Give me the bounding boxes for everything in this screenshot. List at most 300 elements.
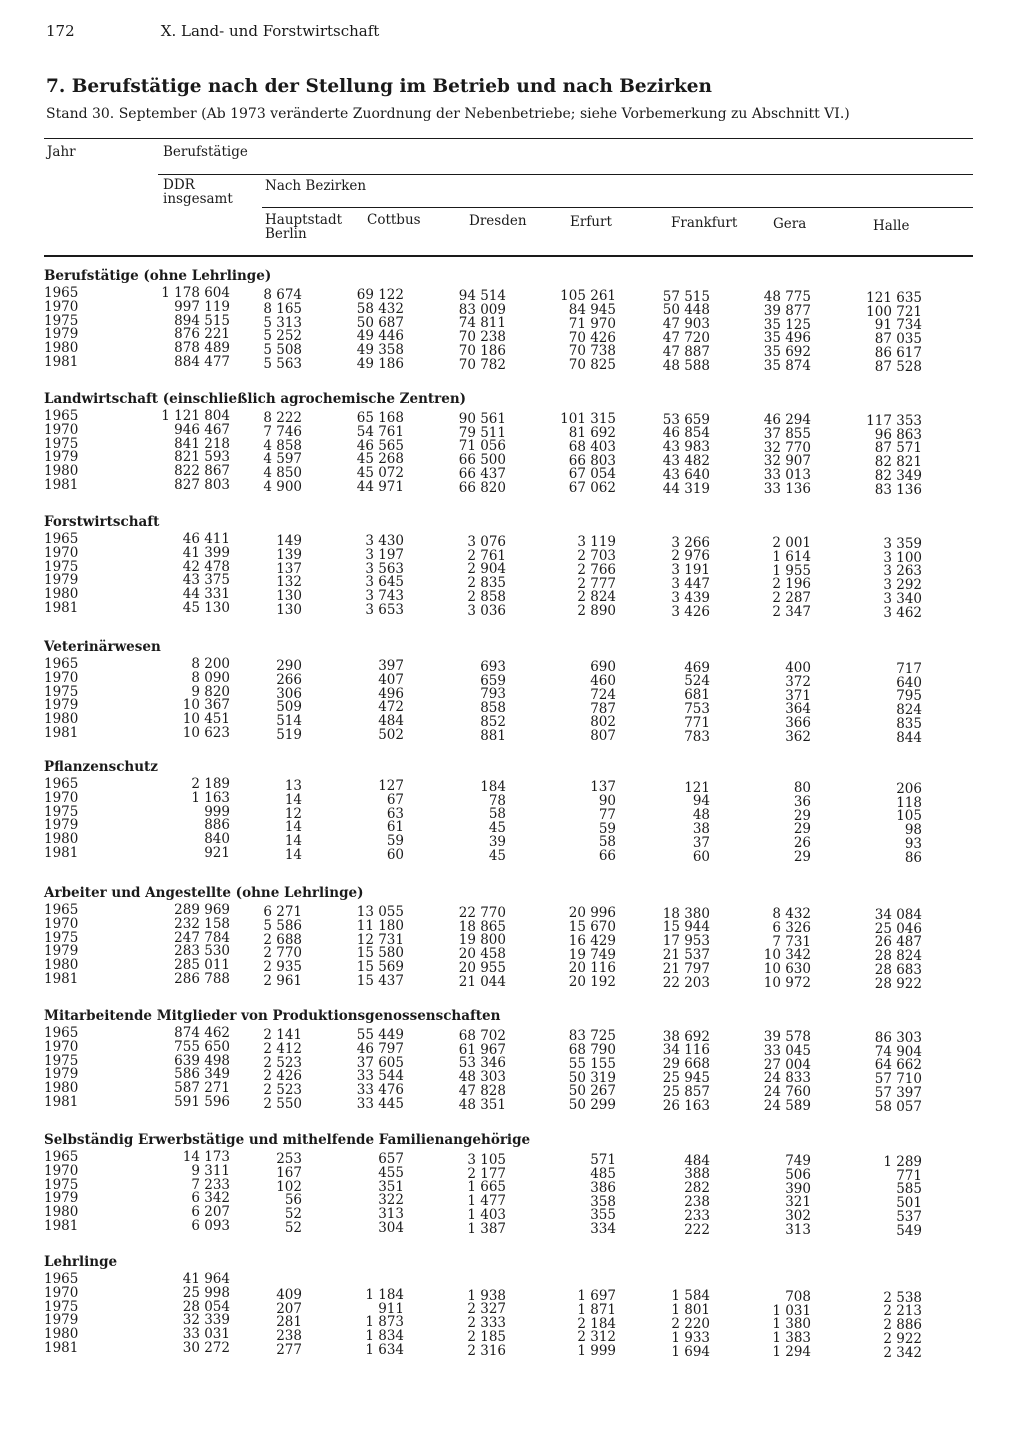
value-cell: 1 697	[577, 1287, 616, 1304]
value-cell: 33 544	[356, 1068, 404, 1085]
value-cell: 68 790	[568, 1041, 616, 1058]
value-cell: 22 203	[662, 974, 710, 991]
value-cell: 55 155	[568, 1055, 616, 1072]
value-cell: 2 858	[467, 588, 506, 605]
table-row	[0, 711, 1024, 732]
value-cell: 24 760	[763, 1084, 811, 1101]
value-cell: 70 738	[568, 343, 616, 360]
value-cell: 25 998	[182, 1284, 230, 1301]
value-cell: 9 820	[191, 683, 230, 700]
value-cell: 1 694	[671, 1343, 710, 1360]
value-cell: 2 935	[263, 959, 302, 976]
value-cell: 409	[276, 1286, 302, 1303]
value-cell: 514	[276, 713, 302, 730]
value-cell: 3 426	[671, 603, 710, 620]
year-cell: 1975	[44, 803, 79, 820]
value-cell: 167	[276, 1164, 302, 1181]
value-cell: 5 586	[263, 917, 302, 934]
year-cell: 1981	[44, 1094, 79, 1110]
header-berufstaetige: Berufstätige	[163, 144, 248, 160]
value-cell: 2 886	[883, 1317, 922, 1334]
value-cell: 1 383	[772, 1330, 811, 1347]
value-cell: 127	[378, 778, 404, 794]
table-row	[0, 789, 1024, 811]
value-cell: 121 635	[866, 289, 922, 306]
value-cell: 787	[590, 700, 616, 717]
value-cell: 60	[386, 847, 404, 863]
value-cell: 587 271	[174, 1080, 230, 1097]
value-cell: 25 046	[874, 920, 922, 937]
section-label: Arbeiter und Angestellte (ohne Lehrlinge)	[44, 885, 364, 901]
value-cell: 14 173	[182, 1149, 230, 1165]
value-cell: 67 062	[568, 480, 616, 497]
value-cell: 2 824	[577, 589, 616, 606]
year-cell: 1965	[44, 776, 79, 792]
table-row	[0, 957, 1024, 978]
value-cell: 118	[896, 794, 922, 811]
value-cell: 2 523	[263, 1082, 302, 1099]
value-cell: 3 439	[671, 589, 710, 606]
value-cell: 2 347	[772, 604, 811, 620]
value-cell: 10 367	[182, 697, 230, 714]
value-cell: 47 828	[458, 1082, 506, 1099]
value-cell: 1 665	[467, 1179, 506, 1196]
year-cell: 1965	[44, 1149, 79, 1165]
value-cell: 66 500	[458, 452, 506, 469]
year-cell: 1979	[44, 1190, 79, 1207]
value-cell: 3 447	[671, 575, 710, 592]
value-cell: 5 252	[263, 328, 302, 345]
table-row	[0, 586, 1024, 607]
value-cell: 61	[386, 819, 404, 836]
year-cell: 1975	[44, 1052, 79, 1069]
value-cell: 16 429	[568, 932, 616, 949]
value-cell: 15 670	[568, 918, 616, 935]
year-cell: 1979	[44, 326, 79, 343]
value-cell: 386	[590, 1179, 616, 1196]
value-cell: 724	[590, 686, 616, 703]
value-cell: 105 261	[560, 288, 616, 305]
year-cell: 1970	[44, 789, 79, 806]
value-cell: 48 303	[458, 1069, 506, 1086]
value-cell: 2 185	[467, 1328, 506, 1345]
value-cell: 1 031	[772, 1302, 811, 1319]
header-ddr: DDR	[163, 177, 195, 193]
value-cell: 302	[785, 1208, 811, 1225]
table-row	[0, 1312, 1024, 1334]
value-cell: 783	[684, 728, 710, 745]
value-cell: 26 487	[874, 934, 922, 951]
value-cell: 1 380	[772, 1316, 811, 1333]
value-cell: 19 800	[458, 932, 506, 949]
year-cell: 1975	[44, 558, 79, 575]
value-cell: 3 359	[883, 535, 922, 552]
table-subtitle: Stand 30. September (Ab 1973 veränderte Zuordnung der Nebenbetriebe; siehe Vorbemerkung zu Abschnitt VI.)	[46, 106, 850, 122]
value-cell: 2 835	[467, 575, 506, 592]
value-cell: 6 207	[191, 1204, 230, 1221]
year-cell: 1979	[44, 817, 79, 834]
value-cell: 59	[598, 820, 616, 837]
table-row	[0, 1038, 1024, 1060]
value-cell: 58 432	[356, 300, 404, 317]
value-cell: 26	[793, 835, 811, 852]
value-cell: 2 538	[883, 1289, 922, 1306]
table-row	[0, 408, 1024, 429]
year-cell: 1981	[44, 725, 79, 741]
table-row	[0, 817, 1024, 839]
value-cell: 39 578	[763, 1029, 811, 1045]
value-cell: 94 514	[458, 287, 506, 304]
value-cell: 2 213	[883, 1303, 922, 1320]
value-cell: 13	[284, 778, 302, 794]
table-row	[0, 803, 1024, 825]
value-cell: 83 009	[458, 301, 506, 318]
value-cell: 10 630	[763, 961, 811, 978]
value-cell: 1 873	[365, 1314, 404, 1331]
value-cell: 501	[896, 1195, 922, 1212]
value-cell: 2 196	[772, 576, 811, 593]
value-cell: 2 189	[191, 776, 230, 792]
value-cell: 306	[276, 685, 302, 702]
value-cell: 12	[284, 805, 302, 822]
table-row	[0, 656, 1024, 677]
value-cell: 1 121 804	[161, 408, 230, 424]
chapter-title: X. Land- und Forstwirtschaft	[160, 22, 380, 40]
value-cell: 87 528	[874, 358, 922, 375]
value-cell: 70 238	[458, 329, 506, 346]
value-cell: 364	[785, 701, 811, 718]
value-cell: 47 903	[662, 316, 710, 333]
value-cell: 571	[590, 1152, 616, 1169]
value-cell: 67	[386, 791, 404, 808]
table-row	[0, 1272, 1024, 1286]
value-cell: 2 312	[577, 1329, 616, 1346]
value-cell: 8 432	[772, 906, 811, 922]
value-cell: 63	[386, 805, 404, 822]
value-cell: 3 191	[671, 562, 710, 579]
value-cell: 233	[684, 1207, 710, 1224]
value-cell: 24 833	[763, 1070, 811, 1087]
value-cell: 44 331	[182, 586, 230, 603]
value-cell: 25 857	[662, 1083, 710, 1100]
value-cell: 840	[204, 831, 230, 848]
value-cell: 822 867	[174, 463, 230, 480]
value-cell: 10 972	[763, 975, 811, 991]
table-row	[0, 340, 1024, 361]
value-cell: 36	[793, 793, 811, 810]
section-label: Forstwirtschaft	[44, 514, 160, 530]
value-cell: 35 874	[763, 358, 811, 374]
year-cell: 1981	[44, 477, 79, 493]
section-label: Mitarbeitende Mitglieder von Produktionsgenossenschaften	[44, 1008, 501, 1024]
value-cell: 708	[785, 1288, 811, 1305]
table-row	[0, 1340, 1024, 1361]
value-cell: 96 863	[874, 426, 922, 443]
value-cell: 68 702	[458, 1027, 506, 1044]
table-row	[0, 669, 1024, 691]
value-cell: 38	[692, 820, 710, 837]
value-cell: 33 476	[356, 1082, 404, 1099]
value-cell: 45	[488, 820, 506, 837]
table-row	[0, 915, 1024, 937]
header-district-erfurt: Erfurt	[570, 214, 612, 230]
value-cell: 681	[684, 687, 710, 704]
value-cell: 20 996	[568, 905, 616, 922]
year-cell: 1979	[44, 1312, 79, 1329]
value-cell: 7 731	[772, 933, 811, 950]
value-cell: 66 820	[458, 479, 506, 496]
value-cell: 81 692	[568, 424, 616, 441]
page-number: 172	[46, 22, 75, 40]
value-cell: 101 315	[560, 411, 616, 428]
table-row	[0, 572, 1024, 594]
year-cell: 1980	[44, 1080, 79, 1097]
value-cell: 911	[378, 1300, 404, 1317]
value-cell: 841 218	[174, 435, 230, 452]
value-cell: 484	[684, 1152, 710, 1169]
value-cell: 14	[284, 847, 302, 863]
year-cell: 1965	[44, 1025, 79, 1041]
year-cell: 1970	[44, 1038, 79, 1055]
year-cell: 1980	[44, 586, 79, 603]
value-cell: 58	[598, 834, 616, 851]
value-cell: 2 890	[577, 603, 616, 620]
value-cell: 2 141	[263, 1027, 302, 1043]
value-cell: 20 955	[458, 959, 506, 976]
value-cell: 37 605	[356, 1054, 404, 1071]
value-cell: 3 743	[365, 588, 404, 605]
value-cell: 43 640	[662, 466, 710, 483]
value-cell: 371	[785, 687, 811, 704]
table-title: 7. Berufstätige nach der Stellung im Betrieb und nach Bezirken	[46, 76, 712, 97]
value-cell: 58 057	[874, 1098, 922, 1115]
value-cell: 46 797	[356, 1040, 404, 1057]
header-nach-bezirken: Nach Bezirken	[265, 178, 367, 194]
year-cell: 1975	[44, 312, 79, 329]
value-cell: 18 380	[662, 905, 710, 922]
value-cell: 388	[684, 1166, 710, 1183]
value-cell: 591 596	[174, 1094, 230, 1110]
value-cell: 496	[378, 685, 404, 702]
value-cell: 41 964	[182, 1271, 230, 1287]
value-cell: 49 358	[356, 342, 404, 359]
running-header	[46, 22, 379, 40]
table-row	[0, 435, 1024, 457]
value-cell: 997 119	[174, 298, 230, 315]
value-cell: 455	[378, 1164, 404, 1181]
value-cell: 87 571	[874, 440, 922, 457]
value-cell: 1 871	[577, 1301, 616, 1318]
value-cell: 827 803	[174, 477, 230, 493]
value-cell: 232 158	[174, 915, 230, 932]
value-cell: 640	[896, 674, 922, 691]
value-cell: 807	[590, 728, 616, 745]
value-cell: 41 399	[182, 544, 230, 561]
value-cell: 49 446	[356, 328, 404, 345]
table-row	[0, 683, 1024, 705]
table-row	[0, 725, 1024, 746]
section-label: Pflanzenschutz	[44, 759, 158, 775]
value-cell: 46 411	[182, 531, 230, 547]
value-cell: 30 272	[182, 1340, 230, 1356]
year-cell: 1981	[44, 971, 79, 987]
value-cell: 34 116	[662, 1042, 710, 1059]
value-cell: 2 342	[883, 1344, 922, 1361]
value-cell: 206	[896, 780, 922, 797]
value-cell: 48 351	[458, 1096, 506, 1113]
value-cell: 105	[896, 808, 922, 825]
value-cell: 6 271	[263, 904, 302, 920]
value-cell: 537	[896, 1208, 922, 1225]
year-cell: 1965	[44, 902, 79, 918]
value-cell: 18 865	[458, 918, 506, 935]
value-cell: 6 326	[772, 919, 811, 936]
value-cell: 549	[896, 1222, 922, 1239]
value-cell: 852	[480, 713, 506, 730]
value-cell: 6 342	[191, 1190, 230, 1207]
value-cell: 2 703	[577, 547, 616, 564]
value-cell: 20 192	[568, 974, 616, 991]
table-row	[0, 1284, 1024, 1306]
table-row	[0, 929, 1024, 951]
value-cell: 44 319	[662, 480, 710, 497]
value-cell: 502	[378, 727, 404, 743]
value-cell: 717	[896, 660, 922, 677]
value-cell: 659	[480, 672, 506, 689]
header-rule-bottom	[44, 255, 973, 257]
value-cell: 29	[793, 849, 811, 865]
table-row	[0, 558, 1024, 580]
value-cell: 485	[590, 1165, 616, 1182]
value-cell: 524	[684, 673, 710, 690]
value-cell: 57 515	[662, 288, 710, 305]
value-cell: 130	[276, 602, 302, 618]
value-cell: 771	[896, 1167, 922, 1184]
value-cell: 844	[896, 729, 922, 746]
value-cell: 304	[378, 1220, 404, 1236]
value-cell: 4 597	[263, 451, 302, 468]
value-cell: 15 569	[356, 959, 404, 976]
value-cell: 21 797	[662, 960, 710, 977]
year-cell: 1980	[44, 831, 79, 848]
value-cell: 277	[276, 1342, 302, 1358]
value-cell: 33 045	[763, 1042, 811, 1059]
value-cell: 2 327	[467, 1301, 506, 1318]
year-cell: 1981	[44, 600, 79, 616]
value-cell: 3 653	[365, 602, 404, 618]
header-district-gera: Gera	[773, 216, 807, 232]
value-cell: 100 721	[866, 303, 922, 320]
value-cell: 795	[896, 688, 922, 705]
value-cell: 5 508	[263, 342, 302, 359]
table-row	[0, 1025, 1024, 1046]
value-cell: 29 668	[662, 1056, 710, 1073]
value-cell: 35 692	[763, 344, 811, 361]
value-cell: 49 186	[356, 356, 404, 372]
value-cell: 67 054	[568, 466, 616, 483]
value-cell: 253	[276, 1151, 302, 1167]
value-cell: 755 650	[174, 1038, 230, 1055]
header-district-cottbus: Cottbus	[367, 212, 421, 228]
year-cell: 1975	[44, 1176, 79, 1193]
value-cell: 238	[684, 1193, 710, 1210]
section-label: Veterinärwesen	[44, 639, 161, 655]
value-cell: 1 178 604	[161, 285, 230, 301]
value-cell: 1 584	[671, 1288, 710, 1305]
value-cell: 37	[692, 834, 710, 851]
value-cell: 886	[204, 817, 230, 834]
value-cell: 68 403	[568, 438, 616, 455]
value-cell: 64 662	[874, 1057, 922, 1074]
table-row	[0, 902, 1024, 923]
value-cell: 286 788	[174, 971, 230, 987]
value-cell: 121	[684, 779, 710, 796]
header-rule-top	[44, 138, 973, 139]
value-cell: 8 222	[263, 410, 302, 426]
header-hauptstadt: Hauptstadt	[265, 212, 343, 228]
value-cell: 93	[904, 835, 922, 852]
value-cell: 82 349	[874, 467, 922, 484]
value-cell: 50 448	[662, 302, 710, 319]
year-cell: 1980	[44, 340, 79, 357]
value-cell: 56	[284, 1192, 302, 1209]
value-cell: 33 031	[182, 1326, 230, 1343]
value-cell: 771	[684, 714, 710, 731]
value-cell: 690	[590, 659, 616, 676]
value-cell: 86	[904, 849, 922, 866]
value-cell: 1 938	[467, 1287, 506, 1304]
value-cell: 39 877	[763, 302, 811, 319]
value-cell: 894 515	[174, 312, 230, 329]
value-cell: 282	[684, 1180, 710, 1197]
value-cell: 66	[598, 848, 616, 865]
header-rule-3	[262, 207, 973, 208]
value-cell: 469	[684, 659, 710, 676]
value-cell: 519	[276, 727, 302, 743]
value-cell: 835	[896, 715, 922, 732]
year-cell: 1980	[44, 711, 79, 728]
value-cell: 57 397	[874, 1084, 922, 1101]
value-cell: 334	[590, 1221, 616, 1238]
value-cell: 207	[276, 1300, 302, 1317]
table-row	[0, 1176, 1024, 1198]
value-cell: 3 263	[883, 563, 922, 580]
value-cell: 22 770	[458, 904, 506, 921]
value-cell: 12 731	[356, 931, 404, 948]
table-row	[0, 421, 1024, 443]
value-cell: 48 775	[763, 289, 811, 305]
value-cell: 946 467	[174, 421, 230, 438]
value-cell: 50 687	[356, 314, 404, 331]
year-cell: 1975	[44, 1298, 79, 1315]
value-cell: 313	[785, 1222, 811, 1238]
value-cell: 4 850	[263, 465, 302, 482]
table-row	[0, 845, 1024, 866]
value-cell: 90 561	[458, 410, 506, 427]
table-row	[0, 943, 1024, 965]
value-cell: 2 220	[671, 1315, 710, 1332]
value-cell: 14	[284, 819, 302, 836]
value-cell: 824	[896, 702, 922, 719]
table-row	[0, 831, 1024, 852]
value-cell: 657	[378, 1151, 404, 1167]
value-cell: 2 426	[263, 1068, 302, 1085]
value-cell: 9 311	[191, 1162, 230, 1179]
value-cell: 753	[684, 700, 710, 717]
table-row	[0, 477, 1024, 498]
value-cell: 2 777	[577, 575, 616, 592]
year-cell: 1979	[44, 697, 79, 714]
